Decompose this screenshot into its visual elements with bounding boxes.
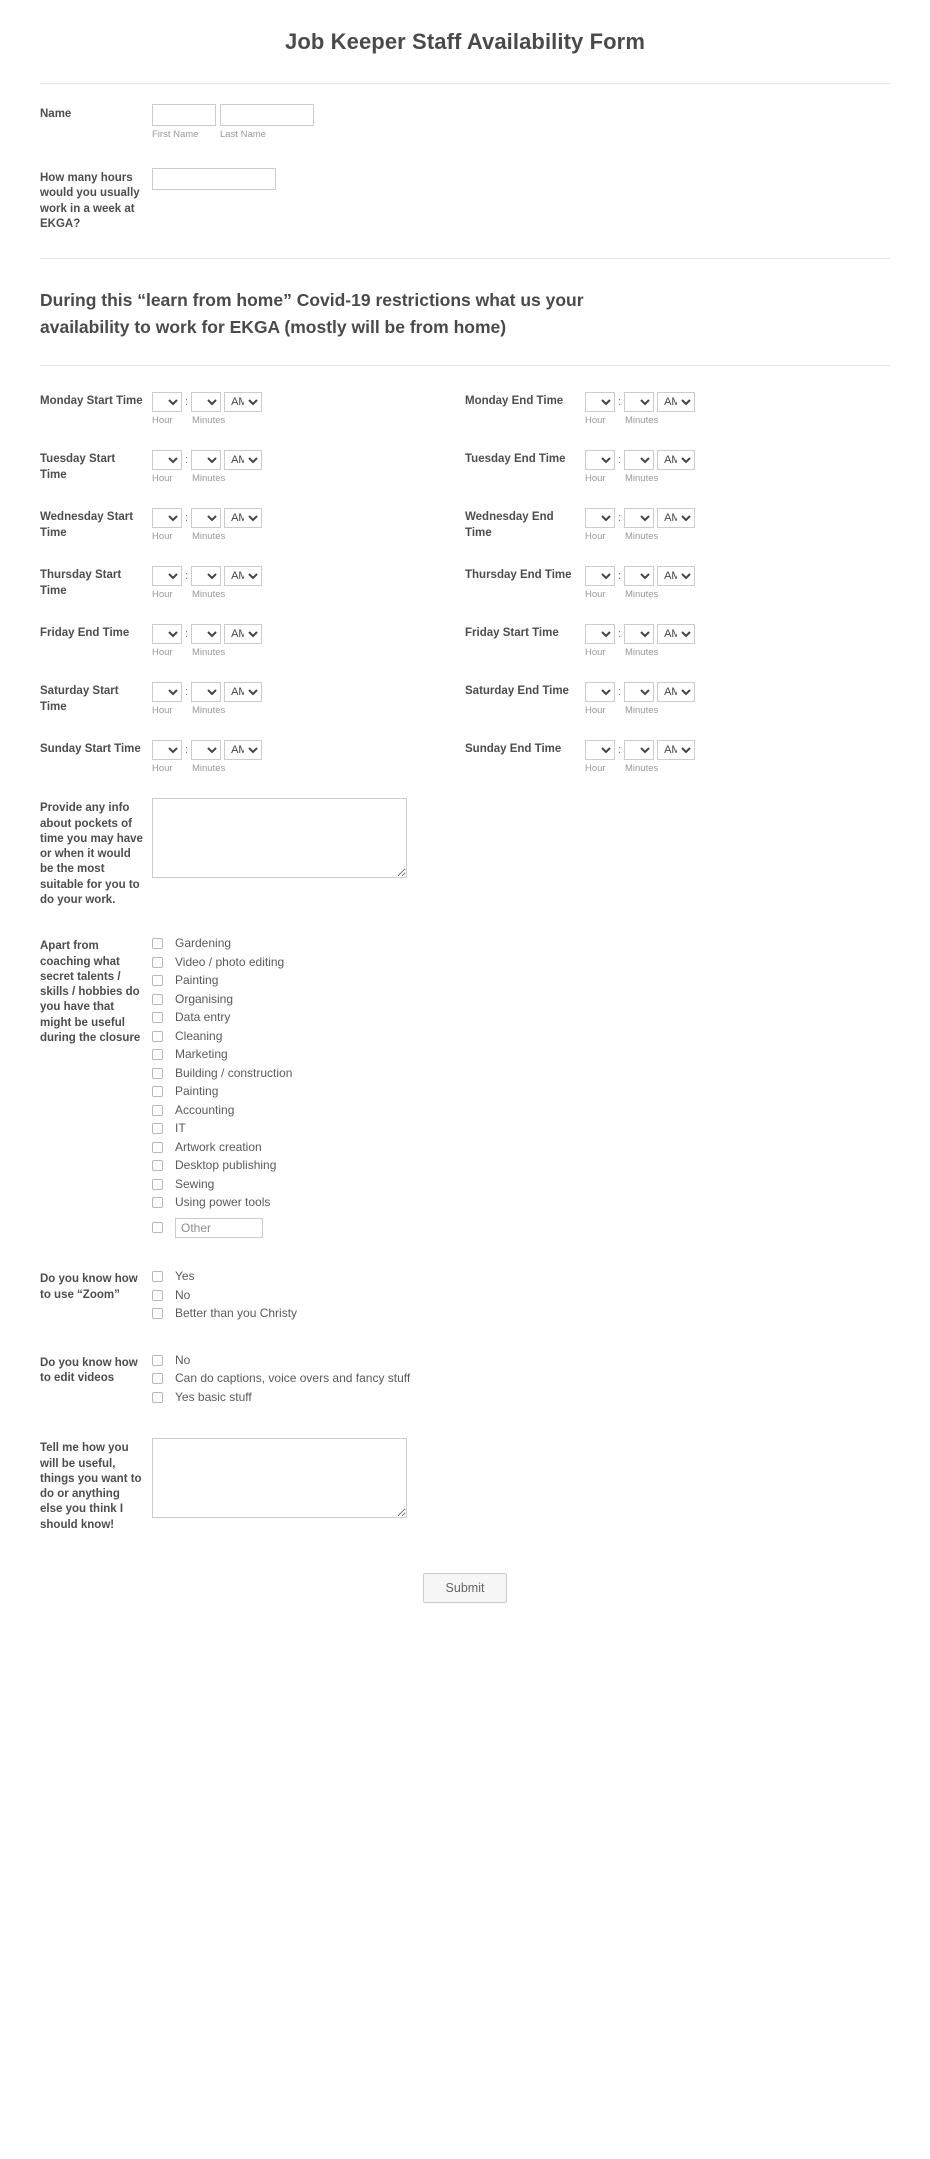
time-cell-right bbox=[465, 624, 890, 658]
time-row bbox=[40, 566, 890, 600]
talent-option-checkbox[interactable] bbox=[152, 1086, 163, 1097]
minutes-select[interactable] bbox=[191, 450, 221, 470]
time-inputs-wrap bbox=[152, 566, 465, 600]
time-sub-labels bbox=[585, 763, 890, 774]
minutes-select[interactable] bbox=[191, 682, 221, 702]
time-inputs bbox=[585, 508, 890, 528]
zoom-label: Do you know how to use “Zoom” bbox=[40, 1273, 138, 1301]
time-label: Friday End Time bbox=[40, 627, 130, 640]
time-sub-labels bbox=[152, 647, 465, 658]
hour-select[interactable] bbox=[152, 566, 182, 586]
hour-sub-label: Hour bbox=[585, 763, 606, 775]
talents-question-row bbox=[0, 936, 930, 1241]
minutes-select[interactable] bbox=[624, 566, 654, 586]
name-label: Name bbox=[40, 107, 72, 120]
time-separator: : bbox=[185, 454, 189, 467]
time-row bbox=[40, 392, 890, 426]
time-separator: : bbox=[618, 686, 622, 699]
minutes-sub-label: Minutes bbox=[192, 647, 226, 659]
talent-option-label: Video / photo editing bbox=[175, 954, 285, 969]
minutes-sub-label: Minutes bbox=[192, 473, 226, 485]
time-inputs-wrap bbox=[152, 682, 465, 716]
pockets-label: Provide any info about pockets of time you may have or when it would be the most suitable for you to do your work. bbox=[40, 802, 143, 907]
time-label: Tuesday Start Time bbox=[40, 453, 116, 481]
time-cell-right bbox=[465, 566, 890, 600]
time-inputs bbox=[152, 450, 465, 470]
time-inputs-wrap bbox=[585, 740, 890, 774]
talent-option-checkbox[interactable] bbox=[152, 1105, 163, 1116]
useful-question-row bbox=[0, 1438, 930, 1533]
zoom-field-group bbox=[152, 1269, 890, 1325]
time-inputs bbox=[585, 392, 890, 412]
hour-select[interactable] bbox=[152, 682, 182, 702]
hours-question-row bbox=[0, 168, 930, 232]
minutes-select[interactable] bbox=[624, 450, 654, 470]
video-option-checkbox[interactable] bbox=[152, 1392, 163, 1403]
hour-sub-label: Hour bbox=[585, 589, 606, 601]
hour-sub-label: Hour bbox=[152, 531, 173, 543]
time-separator: : bbox=[618, 512, 622, 525]
section-heading: During this “learn from home” Covid-19 restrictions what us your availability to work for EKGA (mostly will be from home) bbox=[40, 290, 584, 338]
time-inputs-wrap bbox=[585, 682, 890, 716]
time-row bbox=[40, 508, 890, 542]
time-separator: : bbox=[618, 744, 622, 757]
time-inputs bbox=[585, 740, 890, 760]
time-cell-left bbox=[40, 450, 465, 484]
time-inputs-wrap bbox=[585, 450, 890, 484]
useful-field-group bbox=[152, 1438, 890, 1523]
time-inputs bbox=[152, 624, 465, 644]
hour-select[interactable] bbox=[585, 624, 615, 644]
time-inputs bbox=[585, 682, 890, 702]
hour-select[interactable] bbox=[152, 624, 182, 644]
time-label: Friday Start Time bbox=[465, 627, 559, 640]
talent-option bbox=[152, 1195, 890, 1210]
divider-section bbox=[40, 258, 890, 259]
last-name-sub-label: Last Name bbox=[220, 128, 266, 140]
time-cell-right bbox=[465, 450, 890, 484]
time-inputs-wrap bbox=[152, 624, 465, 658]
hour-select[interactable] bbox=[585, 566, 615, 586]
zoom-option bbox=[152, 1306, 890, 1321]
time-separator: : bbox=[185, 570, 189, 583]
talents-other-input[interactable] bbox=[175, 1218, 263, 1238]
talents-other-checkbox[interactable] bbox=[152, 1222, 163, 1233]
ampm-select[interactable] bbox=[224, 392, 262, 412]
minutes-sub-label: Minutes bbox=[192, 589, 226, 601]
talent-option bbox=[152, 1140, 890, 1155]
ampm-select[interactable] bbox=[224, 740, 262, 760]
video-question-row bbox=[0, 1353, 930, 1409]
zoom-option-checkbox[interactable] bbox=[152, 1290, 163, 1301]
ampm-select[interactable] bbox=[657, 392, 695, 412]
talent-option-checkbox[interactable] bbox=[152, 1160, 163, 1171]
time-inputs-wrap bbox=[152, 740, 465, 774]
hour-select[interactable] bbox=[152, 740, 182, 760]
minutes-sub-label: Minutes bbox=[625, 705, 659, 717]
time-separator: : bbox=[185, 512, 189, 525]
ampm-select[interactable] bbox=[224, 508, 262, 528]
time-separator: : bbox=[185, 628, 189, 641]
divider-times bbox=[40, 365, 890, 366]
talents-label: Apart from coaching what secret talents / skills / hobbies do you have that might be useful during the closure bbox=[40, 940, 141, 1045]
time-label: Wednesday End Time bbox=[465, 511, 554, 539]
time-separator: : bbox=[185, 744, 189, 757]
time-sub-labels bbox=[152, 415, 465, 426]
time-inputs bbox=[152, 682, 465, 702]
time-inputs bbox=[585, 624, 890, 644]
minutes-sub-label: Minutes bbox=[192, 415, 226, 427]
talent-option-label: IT bbox=[175, 1121, 186, 1136]
zoom-option-label: No bbox=[175, 1287, 191, 1302]
time-cell-right bbox=[465, 508, 890, 542]
minutes-select[interactable] bbox=[191, 740, 221, 760]
talent-option-checkbox[interactable] bbox=[152, 1012, 163, 1023]
talent-option bbox=[152, 1066, 890, 1081]
last-name-input[interactable] bbox=[220, 104, 314, 126]
time-inputs-wrap bbox=[585, 392, 890, 426]
hours-field-group bbox=[152, 168, 890, 190]
ampm-select[interactable] bbox=[657, 624, 695, 644]
time-label: Thursday Start Time bbox=[40, 569, 122, 597]
talent-option-label: Painting bbox=[175, 1084, 219, 1099]
page-title: Job Keeper Staff Availability Form bbox=[285, 29, 645, 54]
hour-select[interactable] bbox=[585, 740, 615, 760]
time-inputs bbox=[152, 392, 465, 412]
talent-option bbox=[152, 955, 890, 970]
minutes-select[interactable] bbox=[624, 624, 654, 644]
minutes-select[interactable] bbox=[191, 566, 221, 586]
talent-option-label: Using power tools bbox=[175, 1195, 271, 1210]
minutes-select[interactable] bbox=[624, 740, 654, 760]
talent-option-label: Organising bbox=[175, 991, 234, 1006]
time-sub-labels bbox=[585, 705, 890, 716]
talent-option-checkbox[interactable] bbox=[152, 1031, 163, 1042]
video-field-group bbox=[152, 1353, 890, 1409]
submit-button[interactable]: Submit bbox=[423, 1573, 508, 1603]
time-grid bbox=[0, 392, 930, 774]
ampm-select[interactable] bbox=[657, 508, 695, 528]
video-label: Do you know how to edit videos bbox=[40, 1356, 138, 1385]
talents-checkbox-list bbox=[152, 936, 890, 1214]
name-sub-labels bbox=[152, 129, 890, 140]
time-cell-right bbox=[465, 740, 890, 774]
time-label: Wednesday Start Time bbox=[40, 511, 134, 539]
zoom-option-label: Better than you Christy bbox=[175, 1306, 298, 1321]
talent-option bbox=[152, 1029, 890, 1044]
time-sub-labels bbox=[152, 705, 465, 716]
talent-option-label: Gardening bbox=[175, 936, 232, 951]
video-option-checkbox[interactable] bbox=[152, 1355, 163, 1366]
time-inputs-wrap bbox=[585, 508, 890, 542]
hour-select[interactable] bbox=[585, 392, 615, 412]
time-separator: : bbox=[618, 396, 622, 409]
time-separator: : bbox=[185, 686, 189, 699]
talent-option-label: Sewing bbox=[175, 1176, 215, 1191]
video-option-label: No bbox=[175, 1352, 191, 1367]
hour-sub-label: Hour bbox=[585, 415, 606, 427]
time-label: Sunday Start Time bbox=[40, 743, 141, 756]
time-label: Saturday Start Time bbox=[40, 685, 119, 713]
time-cell-right bbox=[465, 392, 890, 426]
zoom-option-checkbox[interactable] bbox=[152, 1271, 163, 1282]
time-label: Saturday End Time bbox=[465, 685, 569, 698]
time-separator: : bbox=[185, 396, 189, 409]
minutes-select[interactable] bbox=[191, 392, 221, 412]
hours-label: How many hours would you usually work in a week at EKGA? bbox=[40, 171, 140, 230]
pockets-field-group bbox=[152, 798, 890, 883]
talent-option bbox=[152, 936, 890, 951]
time-sub-labels bbox=[585, 531, 890, 542]
hour-select[interactable] bbox=[585, 508, 615, 528]
time-row bbox=[40, 450, 890, 484]
talent-option-checkbox[interactable] bbox=[152, 938, 163, 949]
time-sub-labels bbox=[585, 473, 890, 484]
useful-label: Tell me how you will be useful, things you want to do or anything else you think I should know! bbox=[40, 1442, 142, 1531]
minutes-select[interactable] bbox=[624, 682, 654, 702]
video-option-label: Yes basic stuff bbox=[175, 1389, 252, 1404]
time-cell-left bbox=[40, 740, 465, 774]
time-sub-labels bbox=[585, 415, 890, 426]
video-option-checkbox[interactable] bbox=[152, 1373, 163, 1384]
ampm-select[interactable] bbox=[224, 624, 262, 644]
time-sub-labels bbox=[152, 763, 465, 774]
hour-select[interactable] bbox=[152, 392, 182, 412]
submit-row bbox=[0, 1573, 930, 1603]
time-sub-labels bbox=[585, 589, 890, 600]
hour-sub-label: Hour bbox=[152, 473, 173, 485]
time-separator: : bbox=[618, 628, 622, 641]
minutes-select[interactable] bbox=[191, 508, 221, 528]
hour-sub-label: Hour bbox=[585, 531, 606, 543]
talent-option-checkbox[interactable] bbox=[152, 1197, 163, 1208]
talent-option-checkbox[interactable] bbox=[152, 1049, 163, 1060]
talent-option-label: Data entry bbox=[175, 1010, 231, 1025]
name-inputs bbox=[152, 104, 890, 126]
video-checkbox-list bbox=[152, 1353, 890, 1409]
talent-option-label: Marketing bbox=[175, 1047, 228, 1062]
hour-select[interactable] bbox=[585, 450, 615, 470]
zoom-option bbox=[152, 1269, 890, 1284]
minutes-sub-label: Minutes bbox=[192, 763, 226, 775]
talent-option-label: Desktop publishing bbox=[175, 1158, 277, 1173]
hour-sub-label: Hour bbox=[152, 647, 173, 659]
video-option bbox=[152, 1371, 890, 1386]
talent-option bbox=[152, 973, 890, 988]
minutes-sub-label: Minutes bbox=[625, 647, 659, 659]
time-inputs bbox=[152, 566, 465, 586]
time-inputs-wrap bbox=[152, 508, 465, 542]
time-sub-labels bbox=[585, 647, 890, 658]
ampm-select[interactable] bbox=[224, 566, 262, 586]
time-sub-labels bbox=[152, 473, 465, 484]
ampm-select[interactable] bbox=[657, 450, 695, 470]
time-label: Tuesday End Time bbox=[465, 453, 566, 466]
ampm-select[interactable] bbox=[657, 566, 695, 586]
divider-top bbox=[40, 83, 890, 84]
ampm-select[interactable] bbox=[657, 740, 695, 760]
time-cell-left bbox=[40, 682, 465, 716]
minutes-sub-label: Minutes bbox=[192, 705, 226, 717]
ampm-select[interactable] bbox=[224, 682, 262, 702]
time-separator: : bbox=[618, 454, 622, 467]
time-sub-labels bbox=[152, 589, 465, 600]
minutes-select[interactable] bbox=[624, 508, 654, 528]
hour-sub-label: Hour bbox=[152, 763, 173, 775]
talent-option bbox=[152, 1047, 890, 1062]
talent-option bbox=[152, 1121, 890, 1136]
time-cell-right bbox=[465, 682, 890, 716]
time-label: Thursday End Time bbox=[465, 569, 572, 582]
zoom-question-row bbox=[0, 1269, 930, 1325]
time-inputs-wrap bbox=[152, 450, 465, 484]
minutes-sub-label: Minutes bbox=[625, 531, 659, 543]
name-field-group bbox=[152, 104, 890, 140]
hour-select[interactable] bbox=[152, 508, 182, 528]
time-label: Sunday End Time bbox=[465, 743, 562, 756]
talent-option bbox=[152, 1177, 890, 1192]
time-row bbox=[40, 740, 890, 774]
form-header bbox=[0, 0, 930, 83]
useful-textarea[interactable] bbox=[152, 1438, 407, 1518]
talent-option bbox=[152, 1084, 890, 1099]
time-sub-labels bbox=[152, 531, 465, 542]
minutes-sub-label: Minutes bbox=[625, 473, 659, 485]
pockets-question-row bbox=[0, 798, 930, 908]
ampm-select[interactable] bbox=[224, 450, 262, 470]
time-inputs bbox=[585, 566, 890, 586]
hour-sub-label: Hour bbox=[152, 705, 173, 717]
talent-option-checkbox[interactable] bbox=[152, 1142, 163, 1153]
time-cell-left bbox=[40, 392, 465, 426]
hour-sub-label: Hour bbox=[585, 473, 606, 485]
talent-option bbox=[152, 1010, 890, 1025]
video-option-label: Can do captions, voice overs and fancy stuff bbox=[175, 1371, 411, 1386]
time-row bbox=[40, 682, 890, 716]
time-label: Monday Start Time bbox=[40, 395, 143, 408]
zoom-option bbox=[152, 1288, 890, 1303]
video-option bbox=[152, 1390, 890, 1405]
time-inputs-wrap bbox=[585, 566, 890, 600]
talents-field-group bbox=[152, 936, 890, 1241]
talent-option bbox=[152, 1103, 890, 1118]
minutes-select[interactable] bbox=[191, 624, 221, 644]
hour-sub-label: Hour bbox=[152, 589, 173, 601]
first-name-input[interactable] bbox=[152, 104, 216, 126]
time-separator: : bbox=[618, 570, 622, 583]
talent-option-checkbox[interactable] bbox=[152, 1179, 163, 1190]
time-cell-left bbox=[40, 566, 465, 600]
spacer bbox=[0, 232, 930, 258]
zoom-option-checkbox[interactable] bbox=[152, 1308, 163, 1319]
pockets-textarea[interactable] bbox=[152, 798, 407, 878]
time-label: Monday End Time bbox=[465, 395, 564, 408]
time-cell-left bbox=[40, 624, 465, 658]
talent-option-checkbox[interactable] bbox=[152, 957, 163, 968]
ampm-select[interactable] bbox=[657, 682, 695, 702]
video-option bbox=[152, 1353, 890, 1368]
first-name-sub-label: First Name bbox=[152, 128, 199, 140]
time-cell-left bbox=[40, 508, 465, 542]
talent-option-checkbox[interactable] bbox=[152, 1068, 163, 1079]
talent-option-label: Painting bbox=[175, 973, 219, 988]
time-inputs bbox=[585, 450, 890, 470]
minutes-sub-label: Minutes bbox=[625, 589, 659, 601]
time-inputs bbox=[152, 740, 465, 760]
minutes-sub-label: Minutes bbox=[192, 531, 226, 543]
zoom-option-label: Yes bbox=[175, 1269, 195, 1284]
time-inputs bbox=[152, 508, 465, 528]
hour-select[interactable] bbox=[585, 682, 615, 702]
talent-option bbox=[152, 992, 890, 1007]
hour-sub-label: Hour bbox=[152, 415, 173, 427]
minutes-select[interactable] bbox=[624, 392, 654, 412]
talents-other-row bbox=[152, 1218, 890, 1238]
time-inputs-wrap bbox=[585, 624, 890, 658]
talent-option-label: Artwork creation bbox=[175, 1139, 262, 1154]
talent-option-checkbox[interactable] bbox=[152, 994, 163, 1005]
minutes-sub-label: Minutes bbox=[625, 415, 659, 427]
hour-sub-label: Hour bbox=[585, 647, 606, 659]
name-question-row bbox=[0, 104, 930, 140]
talent-option-label: Accounting bbox=[175, 1102, 235, 1117]
zoom-checkbox-list bbox=[152, 1269, 890, 1325]
talent-option-label: Cleaning bbox=[175, 1028, 223, 1043]
talent-option-checkbox[interactable] bbox=[152, 1123, 163, 1134]
hour-select[interactable] bbox=[152, 450, 182, 470]
time-row bbox=[40, 624, 890, 658]
time-inputs-wrap bbox=[152, 392, 465, 426]
hour-sub-label: Hour bbox=[585, 705, 606, 717]
hours-input[interactable] bbox=[152, 168, 276, 190]
talent-option bbox=[152, 1158, 890, 1173]
talent-option-checkbox[interactable] bbox=[152, 975, 163, 986]
minutes-sub-label: Minutes bbox=[625, 763, 659, 775]
talent-option-label: Building / construction bbox=[175, 1065, 293, 1080]
